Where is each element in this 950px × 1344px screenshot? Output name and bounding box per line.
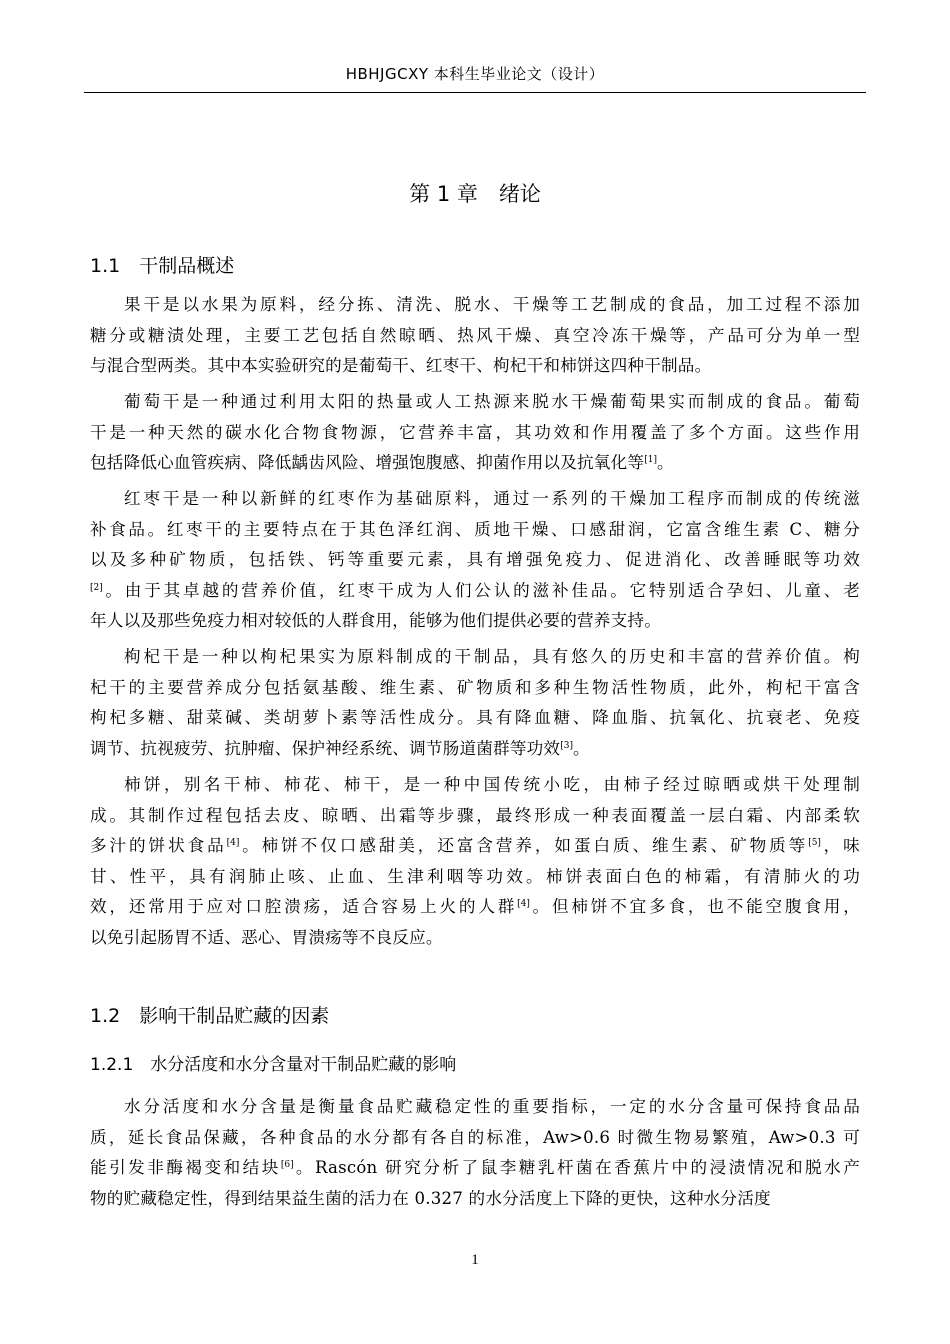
paragraph-raisin-intro [90, 290, 860, 382]
text-segment: 。柿饼不仅口感甜美，还富含营养，如蛋白质、维生素、矿物质等 [239, 836, 809, 856]
text-line [90, 923, 860, 954]
text-segment: 红枣干是一种以新鲜的红枣作为基础原料，通过一系列的干燥加工程序而制成的传统滋 [124, 489, 860, 508]
text-segment: 年人以及那些免疫力相对较低的人群食用，能够为他们提供必要的营养支持。 [90, 611, 661, 631]
citation-marker: [4] [517, 899, 530, 910]
text-line [90, 1123, 860, 1154]
text-line [90, 484, 860, 515]
text-line [90, 801, 860, 832]
paragraph-raisin [90, 387, 860, 479]
text-line [90, 545, 860, 576]
subsection-heading-1-2-1: 1.2.1 水分活度和水分含量对干制品贮藏的影响 [90, 1055, 457, 1075]
citation-marker: [4] [226, 838, 240, 849]
page-number: 1 [471, 1252, 479, 1268]
paragraph-water-activity [90, 1092, 860, 1214]
text-segment: 。 [656, 453, 674, 473]
text-line [90, 448, 860, 479]
text-segment: 枸杞干是一种以枸杞果实为原料制成的干制品，具有悠久的历史和丰富的营养价值。枸 [124, 647, 860, 666]
citation-marker: [2] [90, 582, 103, 593]
text-segment: 多汁的饼状食品 [90, 836, 227, 856]
text-segment: 成。其制作过程包括去皮、晾晒、出霜等步骤，最终形成一种表面覆盖一层白霜、内部柔软 [90, 805, 860, 825]
text-line [90, 351, 860, 382]
text-line [90, 734, 860, 765]
text-segment: 补食品。红枣干的主要特点在于其色泽红润、质地干燥、口感甜润，它富含维生素 C、糖分 [90, 519, 860, 539]
text-segment: 包括降低心血管疾病、降低龋齿风险、增强饱腹感、抑菌作用以及抗氧化等 [90, 453, 645, 473]
paragraph-goji [90, 642, 860, 764]
text-line [90, 606, 860, 637]
running-header: HBHJGCXY 本科生毕业论文（设计） [345, 65, 605, 83]
text-segment: 与混合型两类。其中本实验研究的是葡萄干、红枣干、枸杞干和柿饼这四种干制品。 [90, 356, 712, 376]
text-segment: 葡萄干是一种通过利用太阳的热量或人工热源来脱水干燥葡萄果实而制成的食品。葡萄 [124, 392, 860, 411]
text-line [90, 515, 860, 546]
citation-marker: [3] [560, 740, 573, 751]
header-rule [84, 92, 866, 93]
text-line [90, 1184, 860, 1215]
chapter-title: 第 1 章 绪论 [409, 182, 541, 206]
text-line [90, 576, 860, 607]
text-segment: 效，还常用于应对口腔溃疡，适合容易上火的人群 [90, 897, 518, 917]
text-line [90, 673, 860, 704]
text-segment: 能引发非酶褐变和结块 [90, 1158, 281, 1178]
citation-marker: [1] [644, 455, 657, 466]
citation-marker: [6] [280, 1160, 294, 1171]
text-segment: 以免引起肠胃不适、恶心、胃溃疡等不良反应。 [90, 927, 443, 947]
section-heading-1-2: 1.2 影响干制品贮藏的因素 [90, 1005, 330, 1027]
citation-marker: [5] [808, 838, 821, 849]
text-line [90, 321, 860, 352]
text-segment: ，味 [820, 836, 860, 856]
text-segment: 杞干的主要营养成分包括氨基酸、维生素、矿物质和多种生物活性物质，此外，枸杞干富含 [90, 677, 860, 697]
text-segment: 柿饼，别名干柿、柿花、柿干，是一种中国传统小吃，由柿子经过晾晒或烘干处理制 [124, 775, 860, 794]
text-segment: 水分活度和水分含量是衡量食品贮藏稳定性的重要指标，一定的水分含量可保持食品品 [124, 1097, 860, 1116]
paragraph-red-date [90, 484, 860, 637]
text-line [90, 770, 860, 801]
text-segment: 质，延长食品保藏，各种食品的水分都有各自的标准，Aw>0.6 时微生物易繁殖，Aw>0.3 可 [90, 1127, 860, 1147]
text-line [90, 862, 860, 893]
text-segment: 果干是以水果为原料，经分拣、清洗、脱水、干燥等工艺制成的食品，加工过程不添加 [124, 295, 860, 314]
text-line [90, 387, 860, 418]
text-segment: 调节、抗视疲劳、抗肿瘤、保护神经系统、调节肠道菌群等功效 [90, 738, 561, 758]
text-segment: 枸杞多糖、甜菜碱、类胡萝卜素等活性成分。具有降血糖、降血脂、抗氧化、抗衰老、免疫 [90, 708, 860, 728]
paragraph-persimmon [90, 770, 860, 954]
text-segment: 。Rascón 研究分析了鼠李糖乳杆菌在香蕉片中的浸渍情况和脱水产 [293, 1158, 860, 1178]
text-segment: 物的贮藏稳定性，得到结果益生菌的活力在 0.327 的水分活度上下降的更快，这种水分活度 [90, 1188, 771, 1208]
text-line [90, 703, 860, 734]
text-segment: 干是一种天然的碳水化合物食物源，它营养丰富，其功效和作用覆盖了多个方面。这些作用 [90, 422, 860, 442]
text-line [90, 642, 860, 673]
text-segment: 糖分或糖渍处理，主要工艺包括自然晾晒、热风干燥、真空冷冻干燥等，产品可分为单一型 [90, 325, 860, 345]
text-line [90, 418, 860, 449]
text-line [90, 892, 860, 923]
text-segment: 。由于其卓越的营养价值，红枣干成为人们公认的滋补佳品。它特别适合孕妇、儿童、老 [102, 580, 860, 600]
text-segment: 甘、性平，具有润肺止咳、止血、生津利咽等功效。柿饼表面白色的柿霜，有清肺火的功 [90, 866, 860, 886]
text-segment: 。 [572, 738, 590, 758]
text-segment: 以及多种矿物质，包括铁、钙等重要元素，具有增强免疫力、促进消化、改善睡眠等功效 [90, 550, 860, 570]
text-line [90, 1092, 860, 1123]
text-line [90, 831, 860, 862]
text-line [90, 1153, 860, 1184]
section-heading-1-1: 1.1 干制品概述 [90, 255, 235, 277]
text-line [90, 290, 860, 321]
text-segment: 。但柿饼不宜多食，也不能空腹食用， [529, 897, 860, 917]
